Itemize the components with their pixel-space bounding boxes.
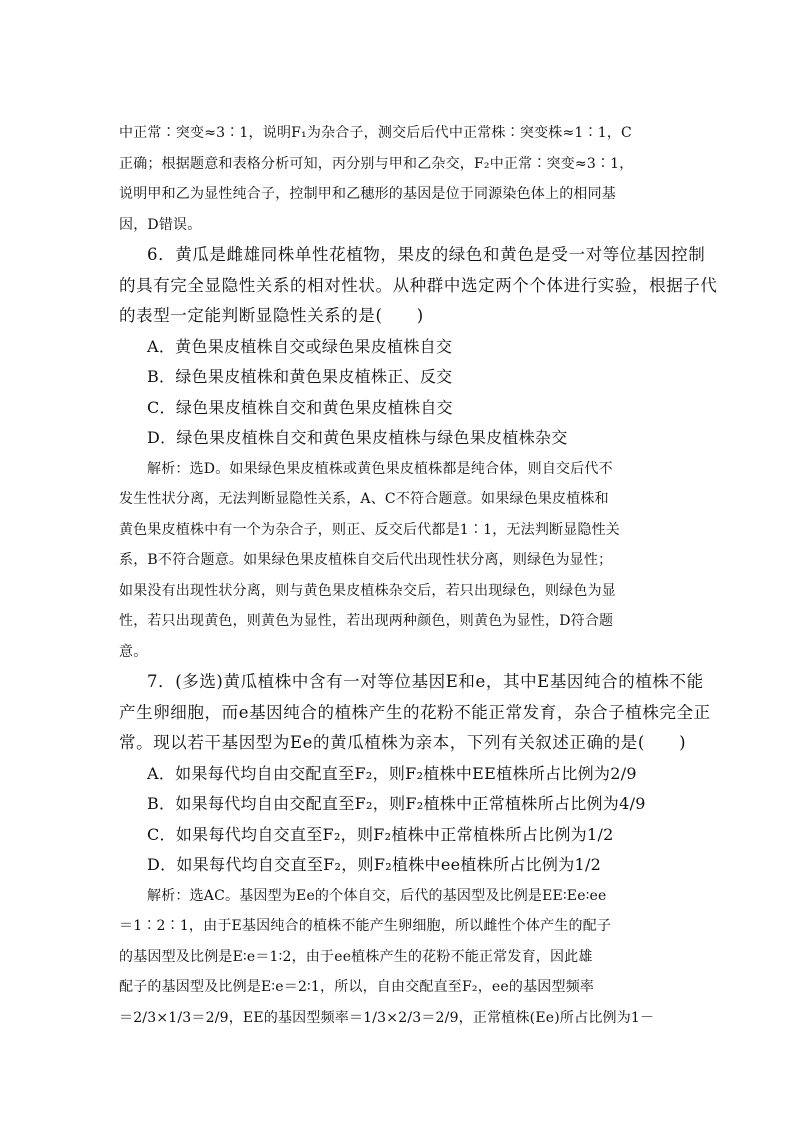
analysis-line: 因，D错误。 bbox=[119, 216, 202, 233]
analysis-line: ＝2/3×1/3＝2/9，EE的基因型频率＝1/3×2/3＝2/9，正常植株(Ee)所占比例为1－ bbox=[119, 1009, 655, 1026]
question-stem-line: 产生卵细胞，而e基因纯合的植株产生的花粉不能正常发育，杂合子植株完全正 bbox=[119, 702, 711, 722]
option-a: A．如果每代均自由交配直至F₂，则F₂植株中EE植株所占比例为2/9 bbox=[147, 763, 637, 783]
analysis-line: 解析：选D。如果绿色果皮植株或黄色果皮植株都是纯合体，则自交后代不 bbox=[147, 460, 613, 477]
analysis-line: 的基因型及比例是E∶e＝1∶2，由于ee植株产生的花粉不能正常发育，因此雄 bbox=[119, 948, 593, 965]
analysis-line: 中正常∶突变≈3∶1，说明F₁为杂合子，测交后后代中正常株∶突变株≈1∶1，C bbox=[119, 125, 632, 141]
option-b: B．绿色果皮植株和黄色果皮植株正、反交 bbox=[147, 367, 453, 386]
analysis-line: 配子的基因型及比例是E∶e＝2∶1，所以，自由交配直至F₂，ee的基因型频率 bbox=[119, 979, 595, 995]
option-b: B．如果每代均自由交配直至F₂，则F₂植株中正常植株所占比例为4/9 bbox=[147, 794, 646, 813]
question-7 bbox=[119, 667, 711, 1033]
analysis-line: 说明甲和乙为显性纯合子，控制甲和乙穗形的基因是位于同源染色体上的相同基 bbox=[119, 186, 616, 202]
analysis-line: ＝1∶2∶1，由于E基因纯合的植株不能产生卵细胞，所以雌性个体产生的配子 bbox=[119, 918, 612, 934]
analysis-line: 如果没有出现性状分离，则与黄色果皮植株杂交后，若只出现绿色，则绿色为显 bbox=[119, 582, 616, 599]
option-c: C．如果每代均自交直至F₂，则F₂植株中正常植株所占比例为1/2 bbox=[147, 824, 614, 844]
question-stem-line: 常。现以若干基因型为Ee的黄瓜植株为亲本，下列有关叙述正确的是( ) bbox=[119, 733, 687, 752]
analysis-line: 性，若只出现黄色，则黄色为显性，若出现两种颜色，则黄色为显性，D符合题 bbox=[119, 613, 614, 629]
question-stem-line: 6．黄瓜是雌雄同株单性花植物，果皮的绿色和黄色是受一对等位基因控制 bbox=[147, 245, 706, 264]
analysis-line: 正确；根据题意和表格分析可知，丙分别与甲和乙杂交，F₂中正常∶突变≈3∶1， bbox=[119, 155, 634, 172]
previous-analysis-block bbox=[119, 118, 675, 240]
document-page bbox=[119, 118, 718, 1033]
option-d: D．绿色果皮植株自交和黄色果皮植株与绿色果皮植株杂交 bbox=[147, 428, 568, 447]
question-6 bbox=[119, 240, 718, 667]
question-stem-line: 7．(多选)黄瓜植株中含有一对等位基因E和e，其中E基因纯合的植株不能 bbox=[147, 672, 704, 691]
option-c: C．绿色果皮植株自交和黄色果皮植株自交 bbox=[147, 397, 453, 417]
analysis-line: 意。 bbox=[119, 643, 148, 660]
analysis-line: 系，B不符合题意。如果绿色果皮植株自交后代出现性状分离，则绿色为显性； bbox=[119, 552, 613, 568]
question-stem-line: 的表型一定能判断显隐性关系的是( ) bbox=[119, 306, 424, 325]
analysis-line: 黄色果皮植株中有一个为杂合子，则正、反交后代都是1∶1，无法判断显隐性关 bbox=[119, 521, 621, 538]
analysis-line: 解析：选AC。基因型为Ee的个体自交，后代的基因型及比例是EE∶Ee∶ee bbox=[147, 887, 607, 904]
option-a: A．黄色果皮植株自交或绿色果皮植株自交 bbox=[147, 336, 453, 356]
question-stem-line: 的具有完全显隐性关系的相对性状。从种群中选定两个个体进行实验，根据子代 bbox=[119, 275, 718, 295]
analysis-line: 发生性状分离，无法判断显隐性关系，A、C不符合题意。如果绿色果皮植株和 bbox=[119, 491, 609, 507]
option-d: D．如果每代均自交直至F₂，则F₂植株中ee植株所占比例为1/2 bbox=[147, 855, 602, 874]
